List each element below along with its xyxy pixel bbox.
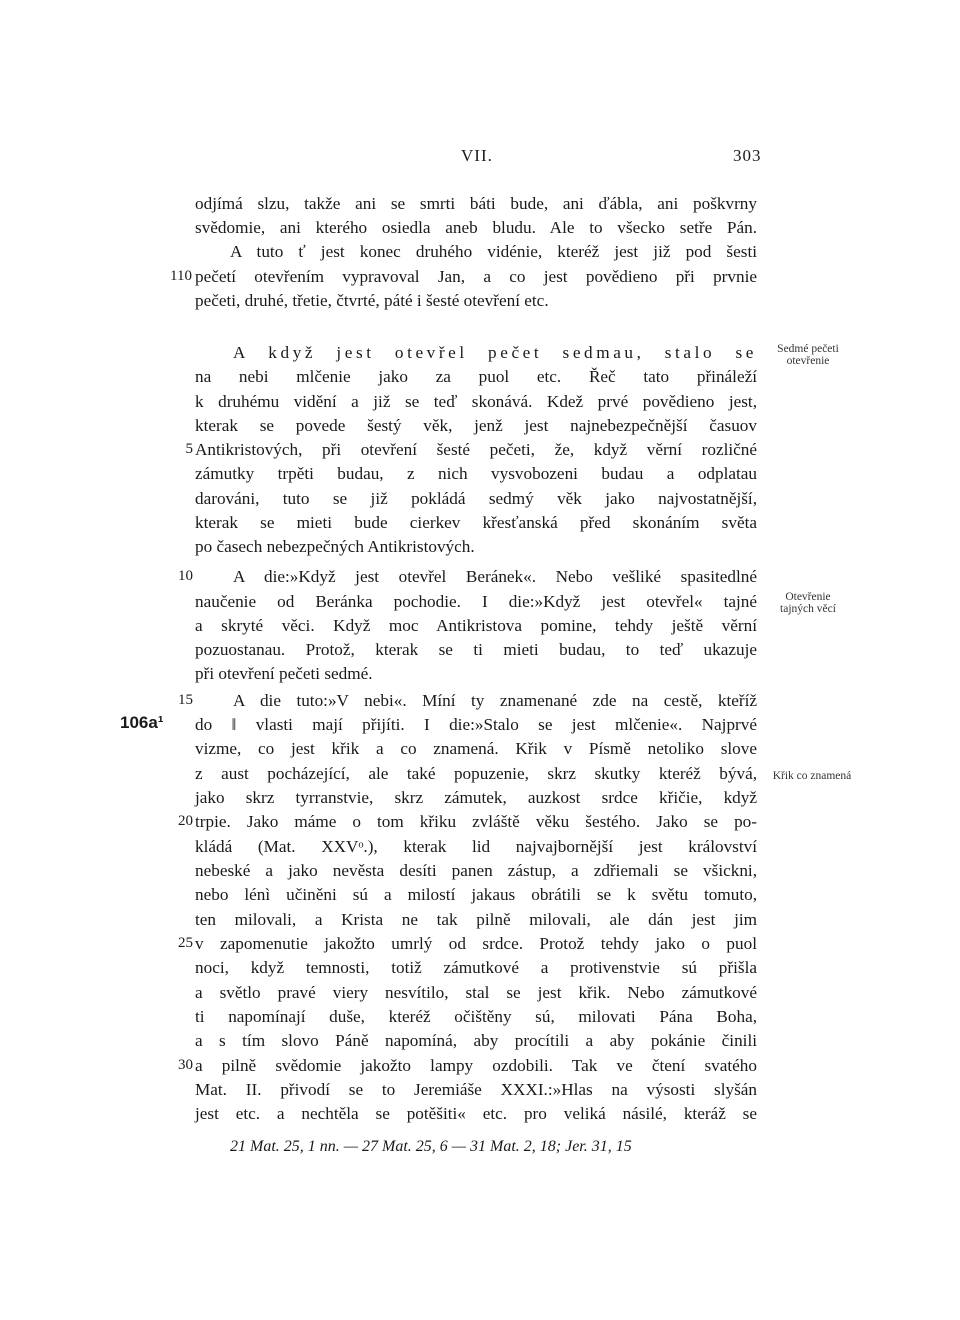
text-line: a pilně svědomie jakožto lampy ozdobili. Tak ve čtení svatého [195,1056,757,1075]
side-note: Sedmé pečeti otevřenie [777,343,839,367]
text-line: z aust pocházející, ale také popuzenie, skrz skutky kteréž bývá, [195,764,757,783]
text-line: kládá (Mat. XXVᵒ.), kterak lid najvajbornější jest království [195,837,757,856]
text-line: vizme, co jest křik a co znamená. Křik v Písmě netoliko slove [195,739,757,758]
text-line: ten milovali, a Krista ne tak pilně milovali, ale dán jest jim [195,910,757,929]
text-line: do ‖ vlasti mají přijíti. I die:»Stalo se jest mlčenie«. Najprvé [195,715,757,734]
text-line: Antikristových, při otevření šesté pečeti, že, když věrní rozličné [195,440,757,459]
text-line: naučenie od Beránka pochodie. I die:»Když jest otevřel« tajné [195,592,757,611]
text-line: svědomie, ani kterého osiedla aneb bludu. Ale to všecko setře Pán. [195,218,757,237]
line-number: 30 [178,1057,193,1073]
line-number: 5 [185,441,193,457]
text-line: trpie. Jako máme o tom křiku zvláště věku šestého. Jako se po- [195,812,757,831]
text-line: zámutky trpěti budau, z nich vysvobozeni budau a odplatau [195,464,757,483]
text-line: k druhému vidění a již se teď skonává. Kdež prvé povědieno jest, [195,392,757,411]
text-line: nebo lénì učiněni sú a milostí jakaus obrátili se k světu tomuto, [195,885,757,904]
text-line: noci, když temnosti, totiž zámutkové a protivenstvie sú přišla [195,958,757,977]
text-line: a světlo pravé viery nesvítilo, stal se jest křik. Nebo zámutkové [195,983,757,1002]
text-line: nebeské a jako nevěsta desíti panen zástup, a zdřiemali se všickni, [195,861,757,880]
text-line: pečeti, druhé, třetie, čtvrté, páté i šesté otevření etc. [195,291,549,310]
text-line: A die:»Když jest otevřel Beránek«. Nebo vešliké spasitedlné [233,567,757,586]
text-line: darováni, tuto se již pokládá sedmý věk jako najvostatnější, [195,489,757,508]
page-number: 303 [733,146,762,165]
text-line: v zapomenutie jakožto umrlý od srdce. Protož tehdy jako o puol [195,934,757,953]
chapter-heading: VII. [461,146,493,165]
text-line: pečetí otevřením vypravoval Jan, a co jest povědieno při prvnie [195,267,757,286]
footnote: 21 Mat. 25, 1 nn. — 27 Mat. 25, 6 — 31 Mat. 2, 18; Jer. 31, 15 [230,1138,632,1155]
line-number: 20 [178,813,193,829]
text-line: odjímá slzu, takže ani se smrti báti bude, ani ďábla, ani poškvrny [195,194,757,213]
text-line: A die tuto:»V nebi«. Míní ty znamenané zde na cestě, kteříž [233,691,757,710]
text-line: Mat. II. přivodí se to Jeremiáše XXXI.:»Hlas na výsosti slyšán [195,1080,757,1099]
line-number: 25 [178,935,193,951]
text-line: a skryté věci. Když moc Antikristova pomine, tehdy ještě věrní [195,616,757,635]
text-line: kterak se povede šestý věk, jenž jest najnebezpečnější časuov [195,416,757,435]
text-line: při otevření pečeti sedmé. [195,664,373,683]
line-number: 10 [178,568,193,584]
text-line: pozuostanau. Protož, kterak se ti mieti budau, to teď ukazuje [195,640,757,659]
text-line: A když jest otevřel pečet sedmau, stalo se [233,343,757,362]
line-number: 15 [178,692,193,708]
text-line: na nebi mlčenie jako za puol etc. Řeč tato přináleží [195,367,757,386]
folio-reference: 106a¹ [120,713,164,732]
side-note: Křik co znamená [772,770,852,782]
side-note: Otevřenie tajných věcí [780,591,836,615]
text-line: a s tím slovo Páně napomíná, aby procítili a aby pokánie činili [195,1031,757,1050]
line-number: 110 [170,268,192,284]
text-line: jest etc. a nechtěla se potěšiti« etc. pro veliká násilé, kteráž se [195,1104,757,1123]
text-line: jako skrz tyrranstvie, skrz zámutek, auzkost srdce křičie, když [195,788,757,807]
text-line: po časech nebezpečných Antikristových. [195,537,475,556]
text-line: kterak se mieti bude cierkev křesťanská před skonáním světa [195,513,757,532]
text-line: A tuto ť jest konec druhého vidénie, kteréž jest již pod šesti [230,242,757,261]
text-line: ti napomínají duše, kteréž očištěny sú, milovati Pána Boha, [195,1007,757,1026]
